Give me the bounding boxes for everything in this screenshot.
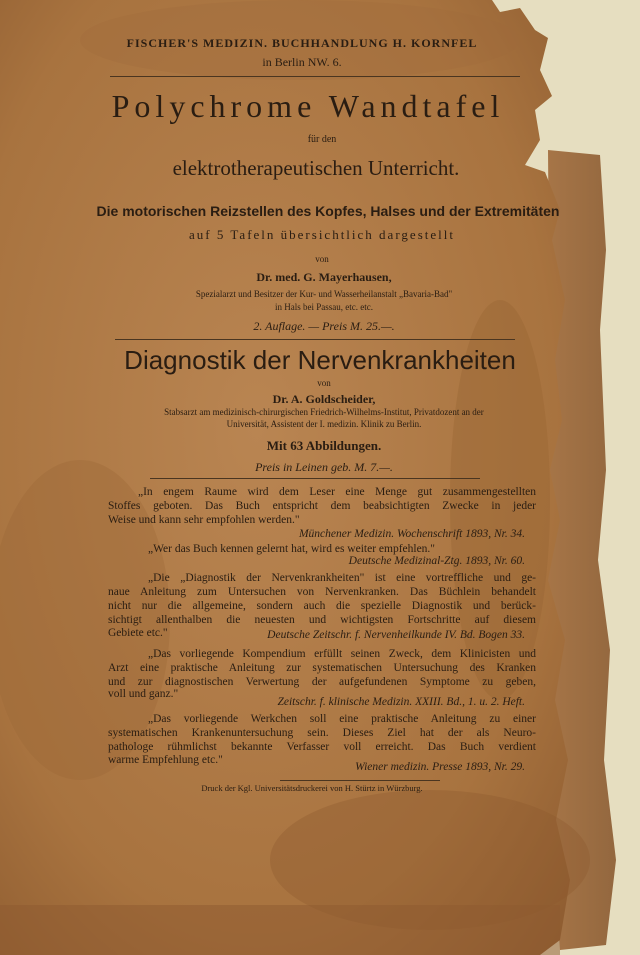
review-line: und zur diagnostischen Verwertung der aufgefundenen Symptome zu geben, (108, 676, 536, 688)
review-line: „Wer das Buch kennen gelernt hat, wird es weiter empfehlen." (148, 543, 436, 555)
book2-illustrations: Mit 63 Abbildungen. (266, 438, 382, 453)
review-line: Gebiete etc." (108, 627, 168, 639)
review-line: „Das vorliegende Werkchen soll eine praktische Anleitung zu einer (148, 713, 536, 725)
book1-subtitle: elektrotherapeutischen Unterricht. (172, 156, 460, 180)
review-source: Wiener medizin. Presse 1893, Nr. 29. (355, 761, 525, 773)
book2-price: Preis in Leinen geb. M. 7.—. (255, 460, 393, 474)
review-line: Arzt eine praktische Anleitung zur systematischen Untersuchung des Kranken (108, 662, 536, 674)
book2-author-desc-2: Universität, Assistent der I. medizin. Klinik zu Berlin. (226, 419, 422, 429)
book1-fuer-den: für den (307, 134, 337, 145)
review-line: Weise und kann sehr empfohlen werden." (108, 514, 300, 526)
review-source: Zeitschr. f. klinische Medizin. XXIII. Bd., 1. u. 2. Heft. (277, 696, 525, 708)
section-rule (115, 339, 515, 340)
section-rule (150, 478, 480, 479)
publisher-location: in Berlin NW. 6. (262, 55, 342, 69)
book1-description: Die motorischen Reizstellen des Kopfes, Halses und der Extremitäten (96, 203, 560, 219)
book1-edition-price: 2. Auflage. — Preis M. 25.—. (253, 319, 395, 333)
review-line: „Das vorliegende Kompendium erfüllt seinen Zweck, dem Klinicisten und (148, 648, 536, 660)
review-source: Deutsche Zeitschr. f. Nervenheilkunde IV. Bd. Bogen 33. (267, 629, 525, 641)
review-line: „Die „Diagnostik der Nervenkrankheiten" ist eine vortreffliche und ge- (148, 572, 536, 584)
review-source: Deutsche Medizinal-Ztg. 1893, Nr. 60. (348, 555, 525, 567)
review-line: sichtigt allenthalben die neuesten und wichtigsten Fortschritte auf diesem (108, 614, 536, 626)
book1-author: Dr. med. G. Mayerhausen, (256, 270, 392, 284)
review-line: pathologe rühmlichst bekannte Verfasser voll erreicht. Das Buch verdient (108, 741, 536, 753)
footer-rule (280, 780, 440, 781)
review-line: voll und ganz." (108, 688, 179, 700)
review-line: warme Empfehlung etc." (108, 754, 223, 766)
book1-tafeln: auf 5 Tafeln übersichtlich dargestellt (189, 227, 455, 242)
book2-author: Dr. A. Goldscheider, (272, 392, 376, 406)
book2-title: Diagnostik der Nervenkrankheiten (124, 345, 516, 375)
review-line: nicht nur die allgemeine, sondern auch die spezielle Diagnostik und berück- (108, 600, 536, 612)
review-line: naue Anleitung zum Untersuchen von Nervenkranken. Das Büchlein behandelt (108, 586, 536, 598)
review-source: Münchener Medizin. Wochenschrift 1893, Nr. 34. (298, 528, 525, 540)
header-rule (110, 76, 520, 77)
book1-von: von (315, 254, 329, 264)
book1-author-desc-2: in Hals bei Passau, etc. etc. (275, 302, 373, 312)
book2-author-desc-1: Stabsarzt am medizinisch-chirurgischen Friedrich-Wilhelms-Institut, Privatdozent an der (164, 407, 484, 417)
review-line: systematischen Krankenuntersuchung sein. Dieses Ziel hat der als Neuro- (108, 727, 536, 739)
review-line: „In engem Raume wird dem Leser eine Menge gut zusammengestellten (138, 486, 536, 498)
book1-author-desc-1: Spezialarzt und Besitzer der Kur- und Wasserheilanstalt „Bavaria-Bad" (195, 289, 453, 299)
book1-title: Polychrome Wandtafel (111, 88, 505, 124)
publisher-name: FISCHER'S MEDIZIN. BUCHHANDLUNG H. KORNFEL (126, 36, 478, 50)
review-line: Stoffes geboten. Das Buch entspricht dem beabsichtigten Zwecke in jeder (108, 500, 536, 512)
printer-imprint: Druck der Kgl. Universitätsdruckerei von H. Stürtz in Würzburg. (201, 783, 423, 793)
book2-von: von (317, 378, 331, 388)
